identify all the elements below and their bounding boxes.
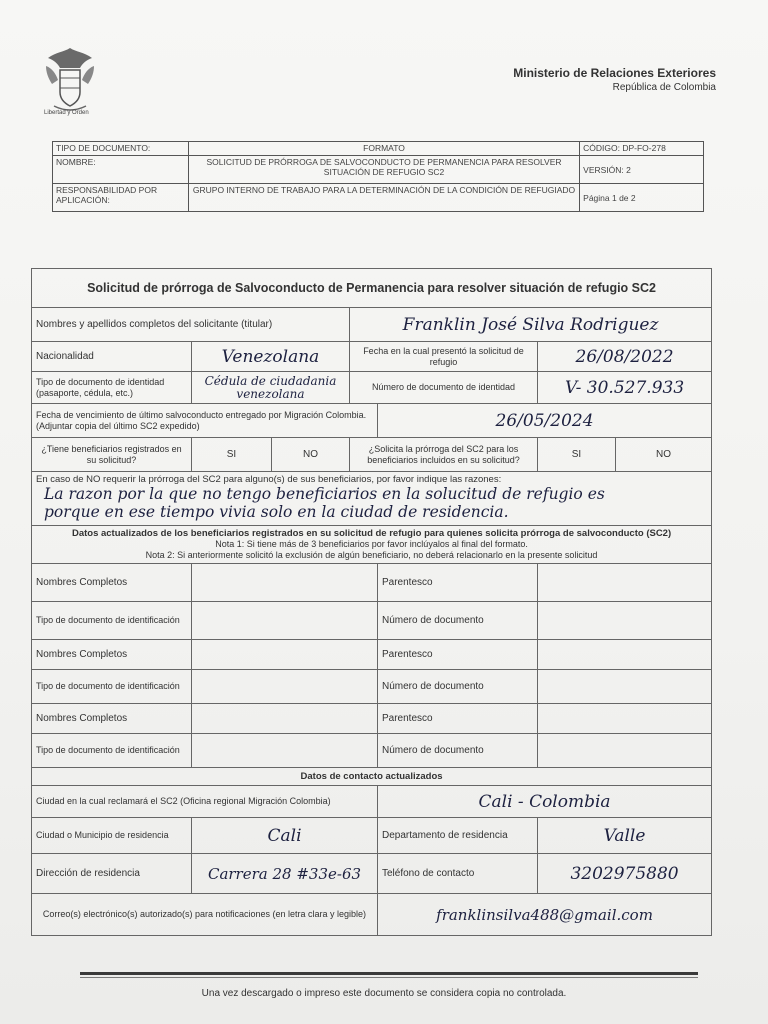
direccion-label: Dirección de residencia <box>32 854 192 894</box>
beneficiarios-si[interactable]: SI <box>192 438 272 472</box>
beneficiario-3-numero-label: Número de documento <box>378 734 538 768</box>
depto-value[interactable]: Valle <box>538 818 712 854</box>
beneficiario-2-tipo-field[interactable] <box>192 670 378 704</box>
nacionalidad-value[interactable]: Venezolana <box>192 342 350 372</box>
nota-1: Nota 1: Si tiene más de 3 beneficiarios por favor inclúyalos al final del formato. <box>215 539 528 549</box>
beneficiario-3-nombres-field[interactable] <box>192 704 378 734</box>
beneficiario-1-tipo-label: Tipo de documento de identificación <box>32 602 192 640</box>
resp-value: GRUPO INTERNO DE TRABAJO PARA LA DETERMINACIÓN DE LA CONDICIÓN DE REFUGIADO <box>188 184 579 212</box>
beneficiario-3-tipo-field[interactable] <box>192 734 378 768</box>
document-info-table <box>52 141 704 212</box>
pagina: Página 1 de 2 <box>580 184 704 212</box>
prorroga-no[interactable]: NO <box>616 438 712 472</box>
correo-label: Correo(s) electrónico(s) autorizado(s) para notificaciones (en letra clara y legible) <box>32 894 378 936</box>
beneficiario-1-numero-field[interactable] <box>538 602 712 640</box>
telefono-label: Teléfono de contacto <box>378 854 538 894</box>
logo-caption: Libertad y Orden <box>44 110 89 116</box>
beneficiario-3-nombres-label: Nombres Completos <box>32 704 192 734</box>
fecha-refugio-label: Fecha en la cual presentó la solicitud de refugio <box>350 342 538 372</box>
beneficiario-1-numero-label: Número de documento <box>378 602 538 640</box>
beneficiario-3-parentesco-field[interactable] <box>538 704 712 734</box>
beneficiario-1-nombres-label: Nombres Completos <box>32 564 192 602</box>
beneficiarios-question: ¿Tiene beneficiarios registrados en su solicitud? <box>32 438 192 472</box>
form-title: Solicitud de prórroga de Salvoconducto de Permanencia para resolver situación de refugio SC2 <box>32 269 712 308</box>
depto-label: Departamento de residencia <box>378 818 538 854</box>
beneficiario-2-parentesco-field[interactable] <box>538 640 712 670</box>
ciudad-sc2-label: Ciudad en la cual reclamará el SC2 (Oficina regional Migración Colombia) <box>32 786 378 818</box>
direccion-value[interactable]: Carrera 28 #33e-63 <box>192 854 378 894</box>
beneficiario-3-parentesco-label: Parentesco <box>378 704 538 734</box>
ministry-name: Ministerio de Relaciones Exteriores <box>513 66 716 80</box>
fecha-refugio-value[interactable]: 26/08/2022 <box>538 342 712 372</box>
tipo-label: TIPO DE DOCUMENTO: <box>53 142 189 156</box>
correo-value[interactable]: franklinsilva488@gmail.com <box>378 894 712 936</box>
beneficiario-1-parentesco-field[interactable] <box>538 564 712 602</box>
nacionalidad-label: Nacionalidad <box>32 342 192 372</box>
nota-2: Nota 2: Si anteriormente solicitó la exclusión de algún beneficiario, no deberá relacionarlo en la presente solicitud <box>145 550 598 560</box>
tipo-doc-value[interactable]: Cédula de ciudadania venezolana <box>192 372 350 404</box>
vencimiento-value[interactable]: 26/05/2024 <box>378 404 712 438</box>
beneficiario-1-parentesco-label: Parentesco <box>378 564 538 602</box>
telefono-value[interactable]: 3202975880 <box>538 854 712 894</box>
beneficiarios-no[interactable]: NO <box>272 438 350 472</box>
razones-cell[interactable] <box>32 472 712 526</box>
vencimiento-label: Fecha de vencimiento de último salvoconducto entregado por Migración Colombia. (Adjuntar copia del último SC2 expedido) <box>32 404 378 438</box>
nombres-value[interactable]: Franklin José Silva Rodriguez <box>350 308 712 342</box>
footer-note: Una vez descargado o impreso este documento se considera copia no controlada. <box>201 988 567 999</box>
footer-rule-thick <box>80 972 698 975</box>
footer-rule-thin <box>80 977 698 978</box>
beneficiario-3-tipo-label: Tipo de documento de identificación <box>32 734 192 768</box>
nombres-label: Nombres y apellidos completos del solicitante (titular) <box>32 308 350 342</box>
beneficiario-2-numero-label: Número de documento <box>378 670 538 704</box>
country-name: República de Colombia <box>612 82 716 93</box>
beneficiario-2-nombres-field[interactable] <box>192 640 378 670</box>
numero-doc-label: Número de documento de identidad <box>350 372 538 404</box>
codigo: CÓDIGO: DP-FO-278 <box>580 142 704 156</box>
request-form <box>31 268 712 936</box>
prorroga-si[interactable]: SI <box>538 438 616 472</box>
contacto-section-title: Datos de contacto actualizados <box>32 768 712 786</box>
beneficiarios-section-title: Datos actualizados de los beneficiarios registrados en su solicitud de refugio para quienes solicita prórroga de salvoconducto (SC2) <box>71 528 672 539</box>
beneficiario-2-numero-field[interactable] <box>538 670 712 704</box>
coat-of-arms-logo <box>40 44 100 120</box>
ministry-heading <box>513 66 716 93</box>
razones-label: En caso de NO requerir la prórroga del SC2 para alguno(s) de sus beneficiarios, por favor indique las razones: <box>36 474 502 485</box>
version: VERSIÓN: 2 <box>580 156 704 184</box>
ciudad-res-value[interactable]: Cali <box>192 818 378 854</box>
resp-label: RESPONSABILIDAD POR APLICACIÓN: <box>53 184 189 212</box>
tipo-value: FORMATO <box>188 142 579 156</box>
razones-line-2: porque en ese tiempo vivia solo en la ciudad de residencia. <box>44 503 509 521</box>
beneficiario-2-tipo-label: Tipo de documento de identificación <box>32 670 192 704</box>
ciudad-sc2-value[interactable]: Cali - Colombia <box>378 786 712 818</box>
beneficiario-1-nombres-field[interactable] <box>192 564 378 602</box>
beneficiario-1-tipo-field[interactable] <box>192 602 378 640</box>
prorroga-question: ¿Solicita la prórroga del SC2 para los beneficiarios incluidos en su solicitud? <box>350 438 538 472</box>
beneficiarios-section <box>32 526 712 564</box>
ciudad-res-label: Ciudad o Municipio de residencia <box>32 818 192 854</box>
razones-line-1: La razon por la que no tengo beneficiarios en la solucitud de refugio es <box>44 485 605 503</box>
beneficiario-2-nombres-label: Nombres Completos <box>32 640 192 670</box>
beneficiario-2-parentesco-label: Parentesco <box>378 640 538 670</box>
nombre-value: SOLICITUD DE PRÓRROGA DE SALVOCONDUCTO DE PERMANENCIA PARA RESOLVER SITUACIÓN DE REFUGIO SC2 <box>188 156 579 184</box>
nombre-label: NOMBRE: <box>53 156 189 184</box>
tipo-doc-label: Tipo de documento de identidad (pasaporte, cédula, etc.) <box>32 372 192 404</box>
numero-doc-value[interactable]: V- 30.527.933 <box>538 372 712 404</box>
beneficiario-3-numero-field[interactable] <box>538 734 712 768</box>
